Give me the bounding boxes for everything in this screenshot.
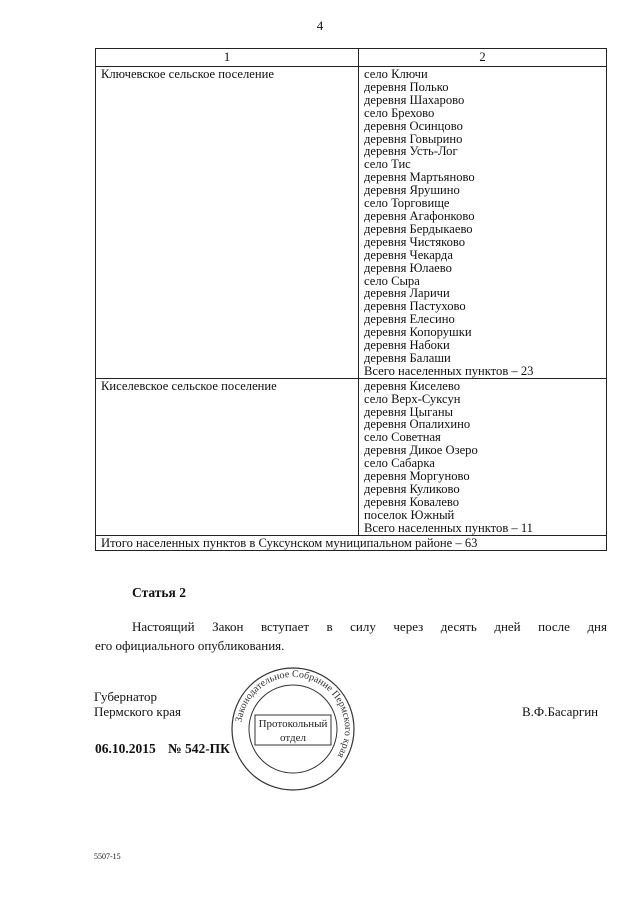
- village-item: деревня Ларичи: [364, 286, 450, 301]
- seal-inner-line: Протокольный: [258, 718, 328, 730]
- column-header: 2: [359, 49, 607, 67]
- village-item: село Сыра: [364, 273, 420, 288]
- law-number: № 542-ПК: [168, 741, 230, 756]
- village-item: деревня Мартьяново: [364, 170, 475, 185]
- settlement-total: Всего населенных пунктов – 23: [364, 363, 534, 378]
- village-item: деревня Опалихино: [364, 417, 471, 432]
- village-item: село Торговище: [364, 196, 450, 211]
- village-item: деревня Набоки: [364, 338, 450, 353]
- signer-title-line: Губернатор: [94, 689, 157, 704]
- settlement-name: Ключевское сельское поселение: [96, 67, 359, 379]
- village-item: деревня Ярушино: [364, 183, 460, 198]
- village-item: деревня Балаши: [364, 350, 451, 365]
- village-item: село Ключи: [364, 67, 428, 81]
- village-item: деревня Чистяково: [364, 234, 466, 249]
- village-item: село Тис: [364, 157, 411, 172]
- village-item: деревня Говырино: [364, 131, 463, 146]
- village-item: деревня Елесино: [364, 312, 455, 327]
- village-item: село Советная: [364, 430, 441, 445]
- table-row: [96, 67, 607, 379]
- table-row: [96, 378, 607, 535]
- village-item: деревня Полько: [364, 79, 449, 94]
- seal-stamp: [229, 665, 357, 793]
- signer-title-line: Пермского края: [94, 704, 181, 719]
- village-item: поселок Южный: [364, 507, 455, 522]
- signer-title: [94, 689, 181, 719]
- document-code: 5507-15: [94, 852, 121, 861]
- seal-outer-text: Законодательное Собрание Пермского края: [233, 668, 354, 760]
- column-header: 1: [96, 49, 359, 67]
- table-body: [96, 67, 607, 551]
- village-item: деревня Чекарда: [364, 247, 453, 262]
- village-item: деревня Осинцово: [364, 118, 463, 133]
- village-item: деревня Дикое Озеро: [364, 443, 478, 458]
- village-list: [359, 67, 607, 379]
- table-row-total: [96, 535, 607, 550]
- village-item: деревня Шахарово: [364, 92, 465, 107]
- village-item: деревня Цыганы: [364, 404, 454, 419]
- article-body: [95, 617, 607, 655]
- seal-inner-line: отдел: [280, 732, 306, 744]
- grand-total: Итого населенных пунктов в Суксунском муниципальном районе – 63: [96, 535, 607, 550]
- village-item: деревня Агафонково: [364, 208, 475, 223]
- settlement-name: Киселевское сельское поселение: [96, 378, 359, 535]
- law-date: 06.10.2015: [95, 741, 156, 756]
- village-item: деревня Киселево: [364, 378, 461, 393]
- signer-name: В.Ф.Басаргин: [522, 704, 599, 719]
- table-header-row: [96, 49, 607, 67]
- village-item: деревня Куликово: [364, 482, 460, 496]
- article-line: его официального опубликования.: [95, 638, 285, 653]
- village-item: деревня Копорушки: [364, 325, 472, 340]
- article-line: Настоящий Закон вступает в силу через десять дней после дня: [132, 619, 607, 634]
- village-item: село Верх-Суксун: [364, 391, 461, 406]
- article-title: Статья 2: [132, 585, 186, 600]
- village-item: деревня Бердыкаево: [364, 221, 473, 236]
- settlements-table: [95, 48, 607, 551]
- village-item: деревня Юлаево: [364, 260, 452, 275]
- village-item: деревня Ковалево: [364, 494, 460, 509]
- village-list: [359, 378, 607, 535]
- page-number: 4: [316, 18, 324, 33]
- village-item: село Сабарка: [364, 456, 435, 471]
- village-item: село Брехово: [364, 105, 435, 120]
- settlement-total: Всего населенных пунктов – 11: [364, 520, 533, 535]
- village-item: деревня Пастухово: [364, 299, 466, 314]
- village-item: деревня Моргуново: [364, 469, 470, 484]
- village-item: деревня Усть-Лог: [364, 144, 458, 159]
